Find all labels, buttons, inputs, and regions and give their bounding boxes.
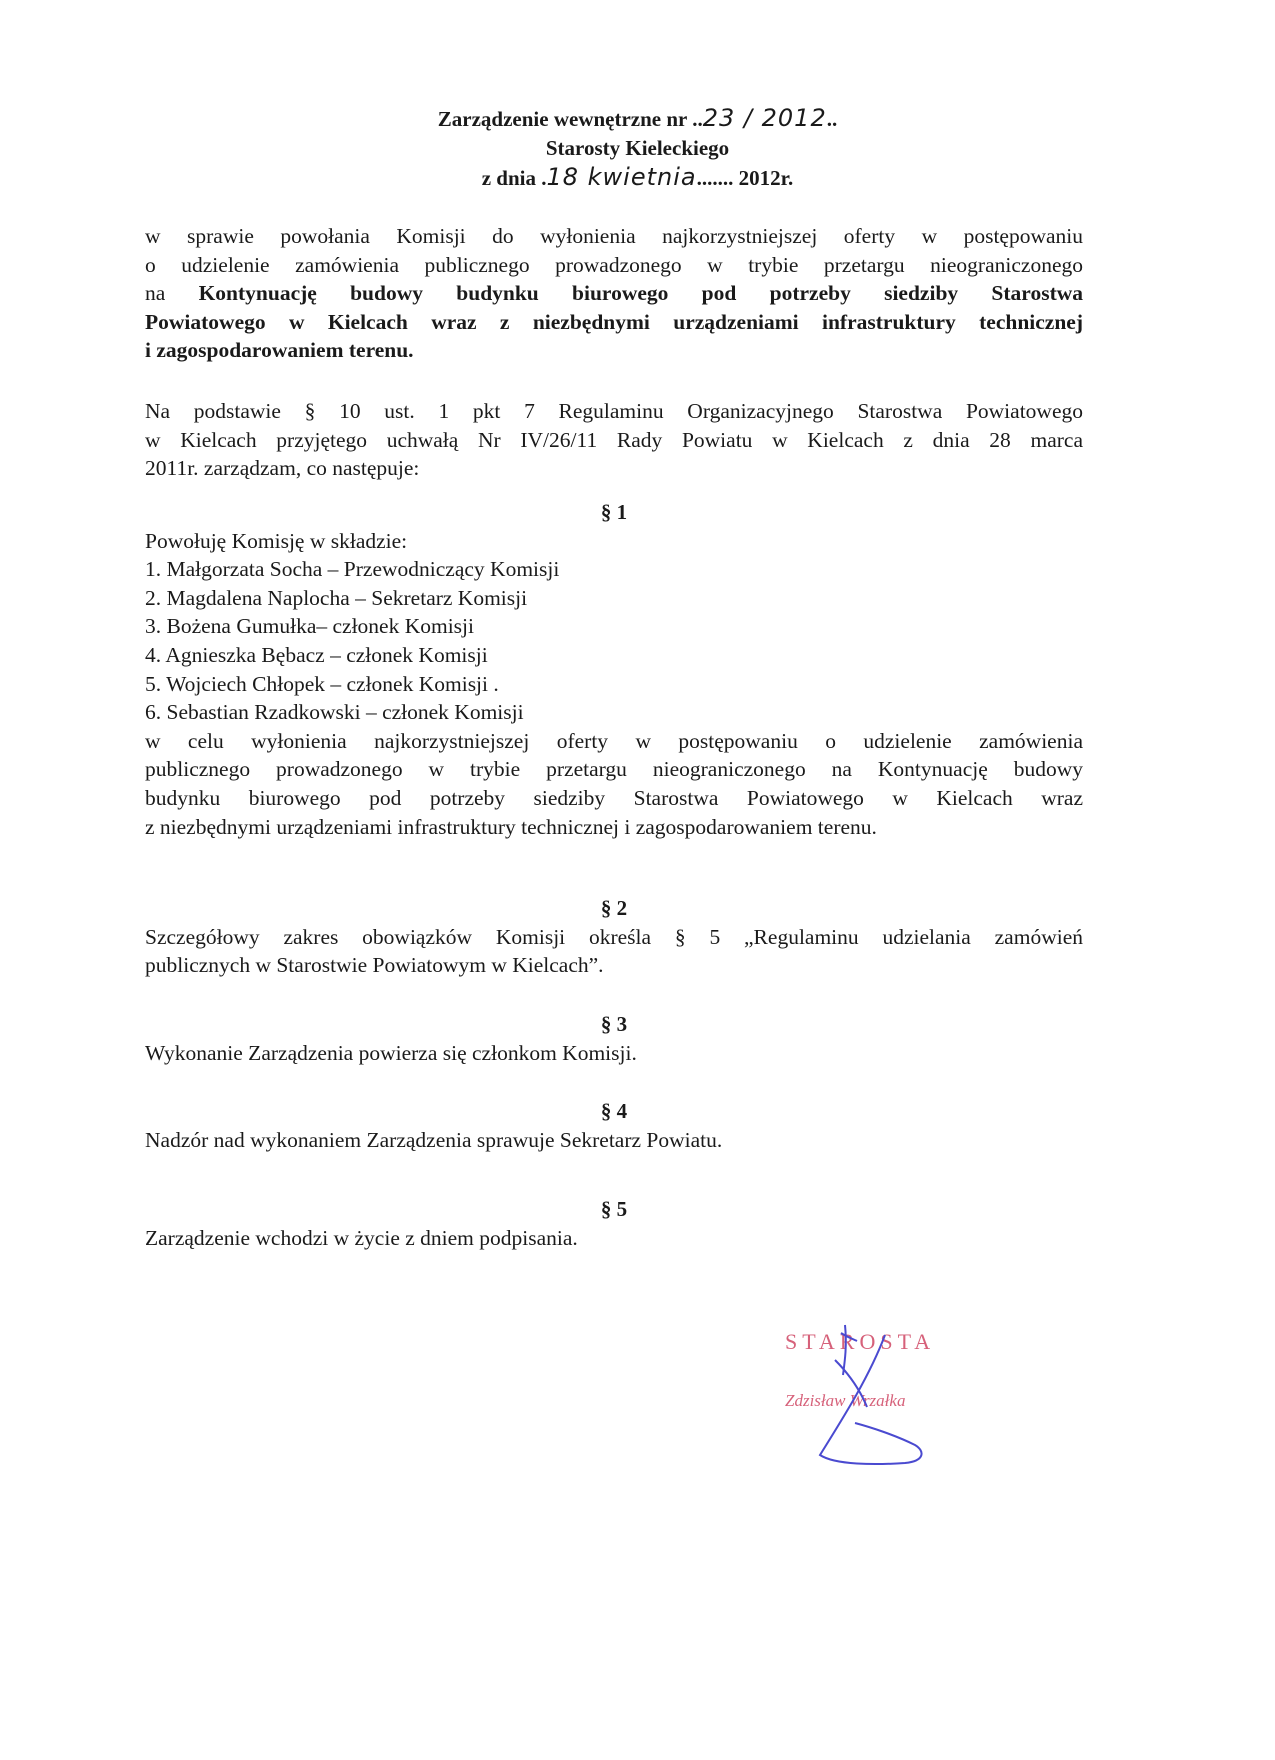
subject-plain: na (145, 281, 166, 306)
header-title-prefix: Zarządzenie wewnętrzne nr .. (437, 107, 703, 131)
section-1-title: § 1 (600, 500, 628, 524)
member-item: 6. Sebastian Rzadkowski – członek Komisji (145, 700, 524, 725)
header-line-3 (0, 163, 1275, 193)
header-date-prefix: z dnia . (481, 166, 547, 190)
section-3 (145, 1010, 1083, 1067)
section-2 (145, 894, 1083, 980)
header-line-2: Starosty Kieleckiego (545, 136, 730, 160)
member-item: 4. Agnieszka Bębacz – członek Komisji (145, 642, 488, 667)
subject-line (145, 279, 1083, 308)
purpose-line: w celu wyłonienia najkorzystniejszej oferty w postępowaniu o udzielenie zamówienia (145, 728, 1083, 753)
purpose-line: budynku biurowego pod potrzeby siedziby Starostwa Powiatowego w Kielcach wraz (145, 785, 1083, 810)
section-3-title: § 3 (600, 1012, 628, 1036)
handwritten-date: 18 kwietnia (546, 163, 697, 191)
legal-basis-paragraph (145, 397, 1083, 483)
header-line-1 (0, 104, 1275, 134)
section-4-text: Nadzór nad wykonaniem Zarządzenia sprawuje Sekretarz Powiatu. (145, 1127, 723, 1152)
stamp-title: STAROSTA (785, 1329, 936, 1354)
subject-line: o udzielenie zamówienia publicznego prowadzonego w trybie przetargu nieograniczonego (145, 252, 1083, 277)
purpose-line: publicznego prowadzonego w trybie przetargu nieograniczonego na Kontynuację budowy (145, 757, 1083, 782)
signature-scribble (775, 1315, 1015, 1485)
header-title-suffix: .. (826, 107, 838, 131)
basis-line: 2011r. zarządzam, co następuje: (145, 456, 420, 481)
purpose-line: z niezbędnymi urządzeniami infrastruktury technicznej i zagospodarowaniem terenu. (145, 814, 877, 839)
section-5-text: Zarządzenie wchodzi w życie z dniem podpisania. (145, 1225, 578, 1250)
header-date-suffix: ....... 2012r. (696, 166, 794, 190)
subject-line: w sprawie powołania Komisji do wyłonienia najkorzystniejszej oferty w postępowaniu (145, 224, 1083, 248)
section-2-line: Szczegółowy zakres obowiązków Komisji określa § 5 „Regulaminu udzielania zamówień (145, 924, 1083, 949)
subject-paragraph (145, 222, 1083, 365)
subject-line: Powiatowego w Kielcach wraz z niezbędnymi urządzeniami infrastruktury technicznej (145, 309, 1083, 334)
member-item: 3. Bożena Gumułka– członek Komisji (145, 614, 474, 639)
section-1-intro: Powołuję Komisję w składzie: (145, 528, 408, 553)
document-header (0, 104, 1275, 193)
stamp-name: Zdzisław Wrzałka (785, 1391, 906, 1410)
section-2-title: § 2 (600, 896, 628, 920)
section-4-title: § 4 (600, 1099, 628, 1123)
section-3-text: Wykonanie Zarządzenia powierza się członkom Komisji. (145, 1040, 637, 1065)
section-5 (145, 1195, 1083, 1252)
handwritten-number: 23 / 2012 (702, 104, 827, 132)
member-item: 2. Magdalena Naplocha – Sekretarz Komisji (145, 585, 528, 610)
subject-line: i zagospodarowaniem terenu. (145, 338, 414, 363)
basis-line: Na podstawie § 10 ust. 1 pkt 7 Regulaminu Organizacyjnego Starostwa Powiatowego (145, 399, 1083, 423)
official-stamp (775, 1315, 1015, 1485)
subject-bold: Kontynuację budowy budynku biurowego pod potrzeby siedziby Starostwa (198, 281, 1084, 306)
section-5-title: § 5 (600, 1197, 628, 1221)
section-1 (145, 498, 1083, 841)
section-2-line: publicznych w Starostwie Powiatowym w Kielcach”. (145, 953, 604, 978)
basis-line: w Kielcach przyjętego uchwałą Nr IV/26/11 Rady Powiatu w Kielcach z dnia 28 marca (145, 427, 1083, 452)
member-item: 1. Małgorzata Socha – Przewodniczący Komisji (145, 557, 560, 582)
section-4 (145, 1097, 1083, 1154)
member-item: 5. Wojciech Chłopek – członek Komisji . (145, 671, 499, 696)
